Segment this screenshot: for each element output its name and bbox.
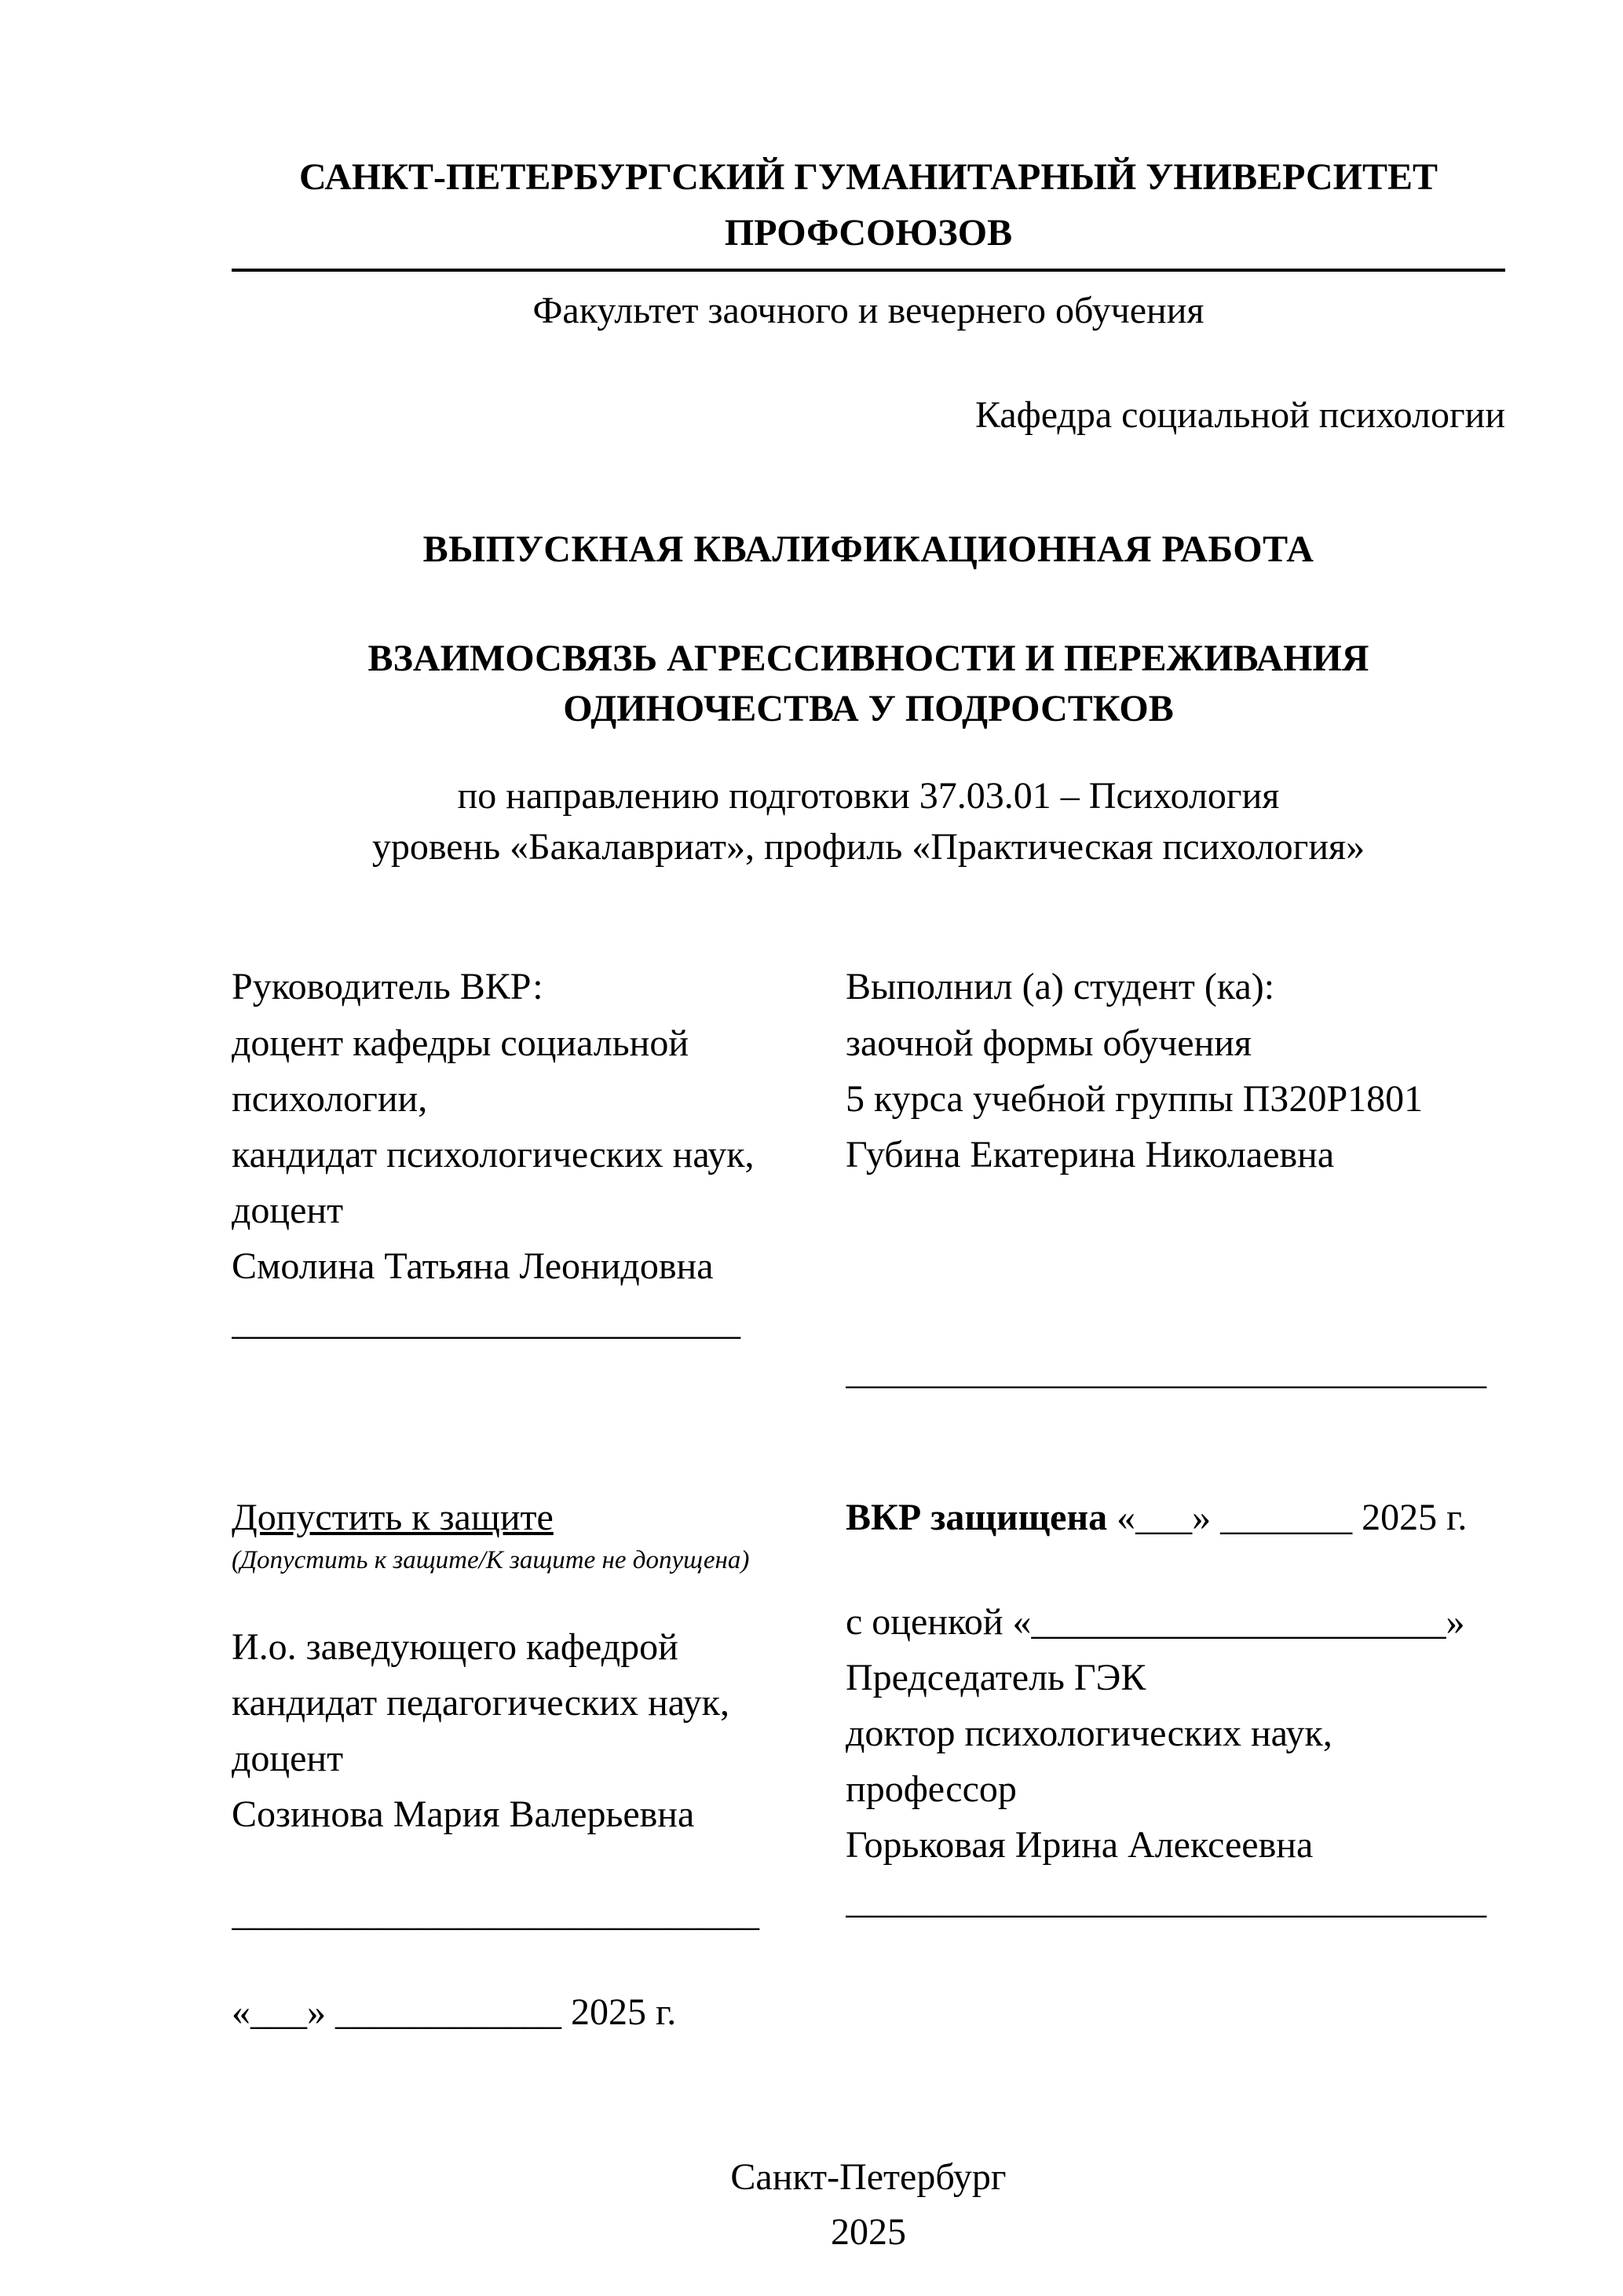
defense-line: доктор психологических наук, — [846, 1712, 1332, 1754]
thesis-topic-line1: ВЗАИМОСВЯЗЬ АГРЕССИВНОСТИ И ПЕРЕЖИВАНИЯ — [367, 638, 1369, 680]
admission-line: И.о. заведующего кафедрой — [232, 1626, 678, 1669]
supervisor-name: Смолина Татьяна Леонидовна — [232, 1245, 714, 1287]
defense-grade-line: с оценкой «______________________» — [846, 1600, 1465, 1643]
header-divider — [232, 269, 1505, 272]
student-line: заочной формы обучения — [846, 1022, 1252, 1064]
defense-line: Председатель ГЭК — [846, 1656, 1146, 1698]
student-block — [846, 959, 1505, 1398]
admission-officer-block — [232, 1619, 813, 1842]
admission-line: кандидат педагогических наук, — [232, 1682, 729, 1724]
supervisor-line: доцент — [232, 1189, 344, 1231]
student-name: Губина Екатерина Николаевна — [846, 1133, 1335, 1175]
footer-city: Санкт-Петербург — [730, 2156, 1007, 2199]
admission-line: доцент — [232, 1738, 344, 1780]
program-info — [232, 771, 1505, 873]
defense-signature-line: __________________________________ — [846, 1879, 1486, 1921]
supervisor-signature-line: ___________________________ — [232, 1300, 740, 1343]
signatures-section — [232, 959, 1505, 1398]
admission-block — [232, 1490, 813, 2041]
approval-section — [232, 1490, 1505, 2041]
work-type-title: ВЫПУСКНАЯ КВАЛИФИКАЦИОННАЯ РАБОТА — [422, 528, 1314, 571]
footer — [232, 2150, 1505, 2259]
supervisor-label: Руководитель ВКР: — [232, 966, 543, 1008]
thesis-topic — [232, 634, 1505, 733]
student-line: 5 курса учебной группы ПЗ20Р1801 — [846, 1077, 1424, 1120]
defense-chair-name: Горьковая Ирина Алексеевна — [846, 1823, 1314, 1866]
defense-line: профессор — [846, 1768, 1017, 1810]
defense-status-label: ВКР защищена — [846, 1496, 1108, 1538]
defense-block — [846, 1490, 1505, 2041]
student-label: Выполнил (а) студент (ка): — [846, 966, 1275, 1008]
department-line: Кафедра социальной психологии — [974, 394, 1505, 437]
supervisor-block — [232, 959, 813, 1398]
supervisor-line: доцент кафедры социальной — [232, 1022, 689, 1064]
footer-year: 2025 — [831, 2211, 906, 2254]
thesis-topic-line2: ОДИНОЧЕСТВА У ПОДРОСТКОВ — [563, 687, 1174, 729]
admission-signature-line: ____________________________ — [232, 1892, 759, 1935]
supervisor-line: кандидат психологических наук, — [232, 1133, 755, 1175]
admission-officer-name: Созинова Мария Валерьевна — [232, 1793, 695, 1836]
admission-date-line: «___» ____________ 2025 г. — [232, 1991, 677, 2034]
university-name: САНКТ-ПЕТЕРБУРГСКИЙ ГУМАНИТАРНЫЙ УНИВЕРСИТЕТ ПРОФСОЮЗОВ — [298, 156, 1438, 254]
defense-status-blanks: «___» _______ 2025 г. — [1107, 1496, 1468, 1538]
defense-status-line — [846, 1490, 1505, 1545]
faculty-line: Факультет заочного и вечернего обучения — [532, 290, 1204, 332]
admission-note: (Допустить к защите/К защите не допущена) — [232, 1545, 750, 1574]
program-level: уровень «Бакалавриат», профиль «Практическая психология» — [371, 825, 1365, 868]
program-direction: по направлению подготовки 37.03.01 – Психология — [457, 774, 1280, 817]
student-signature-line: __________________________________ — [846, 1350, 1486, 1392]
supervisor-line: психологии, — [232, 1077, 428, 1120]
admission-title: Допустить к защите — [232, 1496, 554, 1538]
